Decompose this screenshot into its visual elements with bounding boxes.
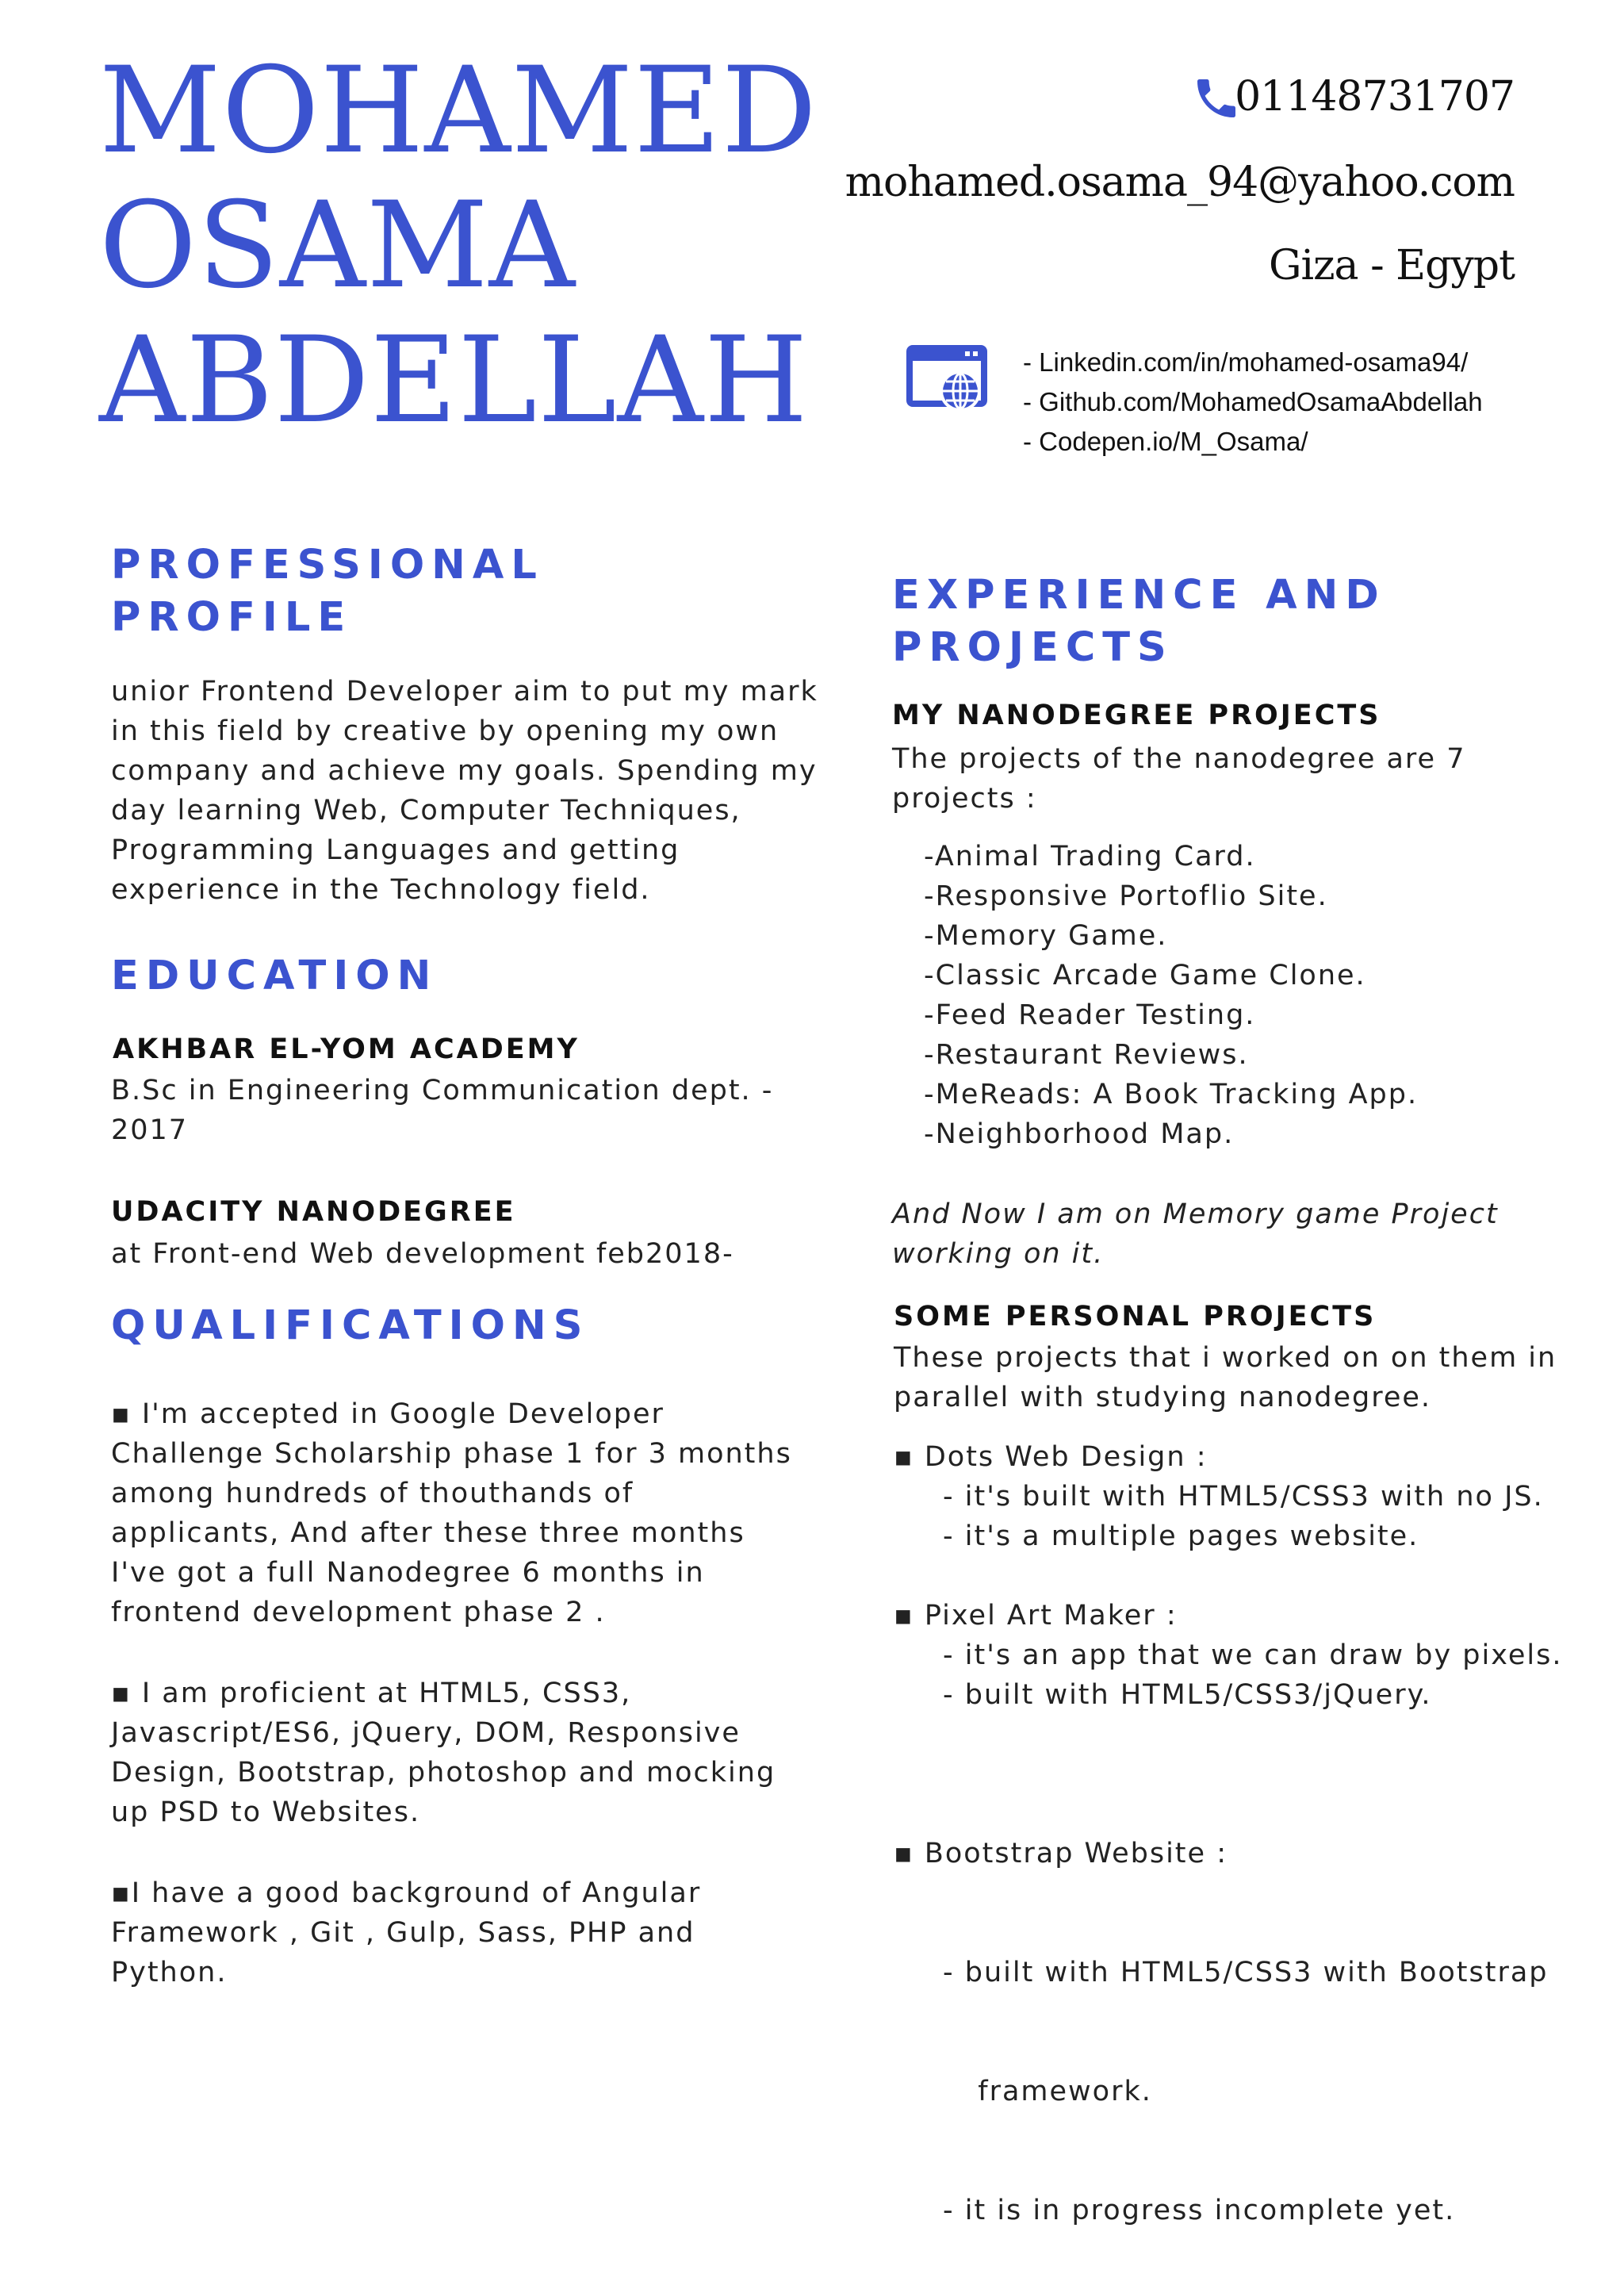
personal-projects-title: SOME PERSONAL PROJECTS — [894, 1301, 1377, 1332]
current-project-note — [892, 1194, 1499, 1274]
personal-project — [894, 1754, 1549, 2270]
qualification-line: ▪I have a good background of Angular — [111, 1877, 702, 1909]
qualification-paragraph — [111, 1674, 776, 1832]
education-line: 2017 — [111, 1114, 189, 1146]
nanodegree-project-list — [924, 837, 1418, 1154]
list-item: -Neighborhood Map. — [924, 1118, 1235, 1150]
project-detail: - built with HTML5/CSS3/jQuery. — [943, 1679, 1432, 1711]
experience-heading-line-1: EXPERIENCE AND — [892, 572, 1386, 619]
project-detail: - it is in progress incomplete yet. — [943, 2195, 1456, 2226]
phone-number[interactable]: 01148731707 — [1235, 73, 1515, 121]
personal-projects-intro — [894, 1338, 1557, 1417]
personal-intro-line: These projects that i worked on on them in — [894, 1342, 1557, 1374]
list-item: -Feed Reader Testing. — [924, 999, 1256, 1031]
education-item-text — [111, 1234, 734, 1274]
personal-project — [894, 1596, 1563, 1715]
nanodegree-intro-line: projects : — [892, 783, 1037, 815]
qualification-line: ▪ I'm accepted in Google Developer — [111, 1398, 665, 1430]
linkedin-link[interactable]: - Linkedin.com/in/mohamed-osama94/ — [1023, 347, 1469, 377]
project-detail: - it's a multiple pages website. — [943, 1520, 1419, 1552]
profile-line: Programming Languages and getting — [111, 834, 680, 866]
experience-heading-line-2: PROJECTS — [892, 624, 1174, 671]
experience-heading — [892, 569, 1386, 674]
location: Giza - Egypt — [1268, 242, 1515, 290]
nanodegree-projects-title: MY NANODEGREE PROJECTS — [892, 700, 1381, 731]
project-detail: framework. — [957, 2076, 1152, 2107]
personal-project — [894, 1437, 1544, 1556]
project-detail: - it's built with HTML5/CSS3 with no JS. — [943, 1481, 1544, 1513]
education-heading: EDUCATION — [111, 953, 439, 999]
list-item: -Restaurant Reviews. — [924, 1039, 1249, 1071]
qualification-line: ▪ I am proficient at HTML5, CSS3, — [111, 1678, 632, 1709]
web-globe-icon — [906, 345, 987, 413]
qualification-line: I've got a full Nanodegree 6 months in — [111, 1557, 705, 1589]
education-line: B.Sc in Engineering Communication dept. - — [111, 1075, 774, 1106]
education-line: at Front-end Web development feb2018- — [111, 1238, 734, 1270]
project-name: ▪ Bootstrap Website : — [894, 1838, 1228, 1869]
project-detail: - built with HTML5/CSS3 with Bootstrap — [943, 1957, 1549, 1988]
name-line-2: OSAMA — [99, 177, 576, 315]
profile-line: experience in the Technology field. — [111, 874, 651, 906]
list-item: -Memory Game. — [924, 920, 1168, 952]
qualification-line: Python. — [111, 1957, 228, 1988]
profile-line: company and achieve my goals. Spending my — [111, 755, 818, 787]
qualification-line: Javascript/ES6, jQuery, DOM, Responsive — [111, 1717, 741, 1749]
qualification-line: Challenge Scholarship phase 1 for 3 months — [111, 1438, 792, 1470]
profile-line: unior Frontend Developer aim to put my mark — [111, 676, 818, 707]
profile-heading-line-1: PROFESSIONAL — [111, 542, 544, 589]
qualification-line: applicants, And after these three months — [111, 1517, 745, 1549]
list-item: -Animal Trading Card. — [924, 841, 1256, 872]
education-item-title: AKHBAR EL-YOM ACADEMY — [113, 1033, 580, 1065]
name-line-3: ABDELLAH — [99, 312, 809, 450]
qualification-line: frontend development phase 2 . — [111, 1597, 606, 1628]
project-name: ▪ Dots Web Design : — [894, 1441, 1208, 1473]
profile-heading-line-2: PROFILE — [111, 594, 353, 641]
qualification-paragraph — [111, 1394, 792, 1632]
profile-line: day learning Web, Computer Techniques, — [111, 795, 741, 826]
qualification-line: up PSD to Websites. — [111, 1796, 421, 1828]
github-link[interactable]: - Github.com/MohamedOsamaAbdellah — [1023, 387, 1483, 416]
personal-intro-line: parallel with studying nanodegree. — [894, 1382, 1432, 1413]
profile-heading — [111, 539, 544, 644]
email-address[interactable]: mohamed.osama_94@yahoo.com — [845, 159, 1515, 206]
project-name: ▪ Pixel Art Maker : — [894, 1600, 1178, 1632]
note-line: And Now I am on Memory game Project — [892, 1198, 1499, 1230]
name-line-1: MOHAMED — [99, 42, 818, 180]
education-item-text — [111, 1071, 773, 1150]
note-line: working on it. — [892, 1238, 1105, 1270]
list-item: -Classic Arcade Game Clone. — [924, 960, 1366, 991]
profile-text — [111, 672, 818, 910]
qualification-line: among hundreds of thouthands of — [111, 1478, 634, 1509]
education-item-title: UDACITY NANODEGREE — [111, 1196, 516, 1228]
qualification-line: Framework , Git , Gulp, Sass, PHP and — [111, 1917, 695, 1949]
list-item: -MeReads: A Book Tracking App. — [924, 1079, 1419, 1110]
qualifications-heading: QUALIFICATIONS — [111, 1302, 590, 1349]
nanodegree-intro — [892, 739, 1465, 819]
nanodegree-intro-line: The projects of the nanodegree are 7 — [892, 743, 1466, 775]
codepen-link[interactable]: - Codepen.io/M_Osama/ — [1023, 427, 1308, 456]
profile-links — [1023, 343, 1483, 462]
project-detail: - it's an app that we can draw by pixels. — [943, 1639, 1563, 1671]
qualification-line: Design, Bootstrap, photoshop and mocking — [111, 1757, 776, 1789]
qualification-paragraph — [111, 1873, 701, 1992]
profile-line: in this field by creative by opening my own — [111, 715, 779, 747]
list-item: -Responsive Portoflio Site. — [924, 880, 1328, 912]
